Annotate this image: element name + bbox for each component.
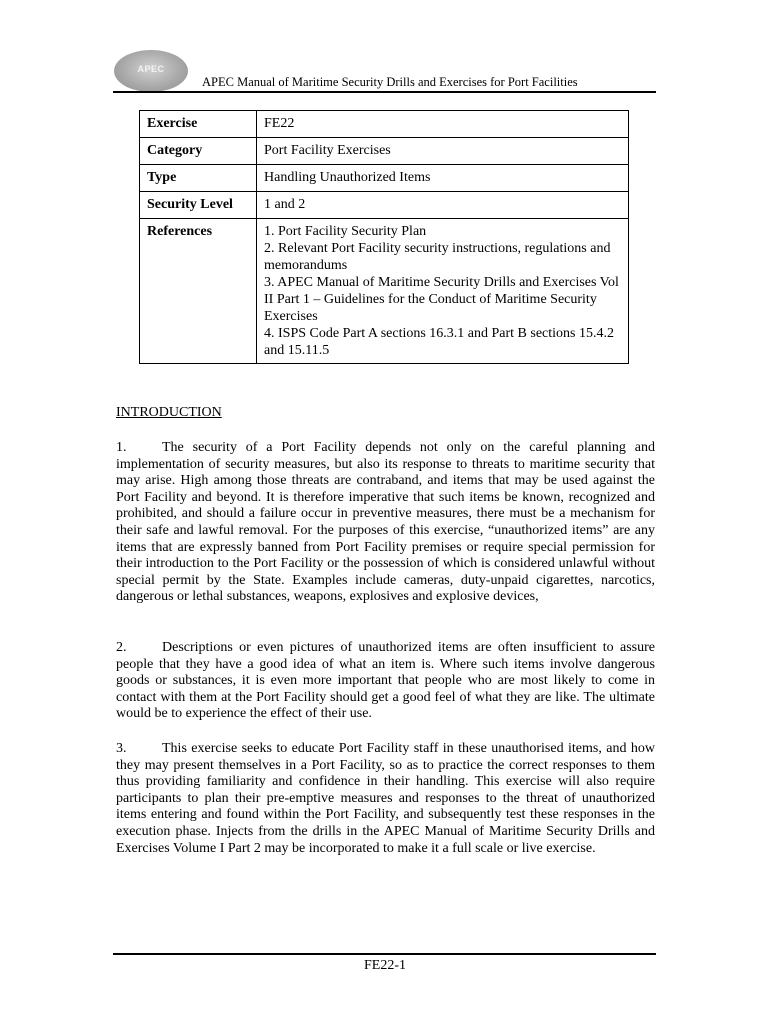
table-value: FE22 [257,111,629,138]
paragraph-number: 2. [116,640,127,655]
table-row-type [140,165,629,192]
header-title: APEC Manual of Maritime Security Drills and Exercises for Port Facilities [202,75,578,89]
apec-logo-text: APEC [137,64,165,74]
paragraph-number: 3. [116,741,127,756]
table-row-category [140,138,629,165]
table-row-security-level [140,192,629,219]
reference-item: 4. ISPS Code Part A sections 16.3.1 and Part B sections 15.4.2 and 15.11.5 [264,326,614,358]
table-label: Exercise [140,111,257,138]
paragraph-2 [116,640,655,723]
paragraph-3 [116,741,655,857]
apec-logo [114,50,188,92]
section-title: INTRODUCTION [116,405,222,420]
references-list [257,219,629,364]
table-label: Security Level [140,192,257,219]
paragraph-text: Descriptions or even pictures of unauthorized items are often insufficient to assure people that they have a good idea of what an item is. Where such items involve dangerous goods or substances, it is even more important that people who are most likely to come in contact with them at the Port Facility should get a good feel of what they are like. The ultimate would be to experience the effect of their use. [116,640,655,722]
table-row-references [140,219,629,364]
table-value: 1 and 2 [257,192,629,219]
paragraph-text: This exercise seeks to educate Port Facility staff in these unauthorised items, and how they may present themselves in a Port Facility, so as to practice the correct responses to them thus providing familiarity and confidence in their handling. This exercise will also require participants to plan their pre-emptive measures and responses to the threat of unauthorized items entering and found within the Port Facility, and subsequently test these responses in the execution phase. Injects from the drills in the APEC Manual of Maritime Security Drills and Exercises Volume I Part 2 may be incorporated to make it a full scale or live exercise. [116,741,655,856]
reference-item: 3. APEC Manual of Maritime Security Drills and Exercises Vol II Part 1 – Guidelines for the Conduct of Maritime Security Exercises [264,275,619,324]
table-value: Port Facility Exercises [257,138,629,165]
paragraph-1 [116,440,655,606]
paragraph-number: 1. [116,440,127,455]
paragraph-text: The security of a Port Facility depends not only on the careful planning and implementation of security measures, but also its response to threats to maritime security that may arise. High among those threats are contraband, and items that may be used against the Port Facility and beyond. It is therefore imperative that such items be known, recognized and prohibited, and should a failure occur in preventive measures, there must be a mechanism for their safe and lawful removal. For the purposes of this exercise, “unauthorized items” are any items that are expressly banned from Port Facility premises or require special permission for their introduction to the Port Facility or the possession of which is considered unlawful without special permit by the State. Examples include cameras, duty-unpaid cigarettes, narcotics, dangerous or lethal substances, weapons, explosives and explosive devices, [116,440,655,605]
reference-item: 1. Port Facility Security Plan [264,224,427,239]
table-value: Handling Unauthorized Items [257,165,629,192]
reference-item: 2. Relevant Port Facility security instructions, regulations and memorandums [264,241,611,273]
table-label: References [140,219,257,364]
table-row-exercise [140,111,629,138]
page-number: FE22-1 [364,958,406,973]
table-label: Type [140,165,257,192]
header-divider [113,91,656,93]
table-label: Category [140,138,257,165]
exercise-info-table [139,110,629,364]
footer-divider [113,953,656,955]
